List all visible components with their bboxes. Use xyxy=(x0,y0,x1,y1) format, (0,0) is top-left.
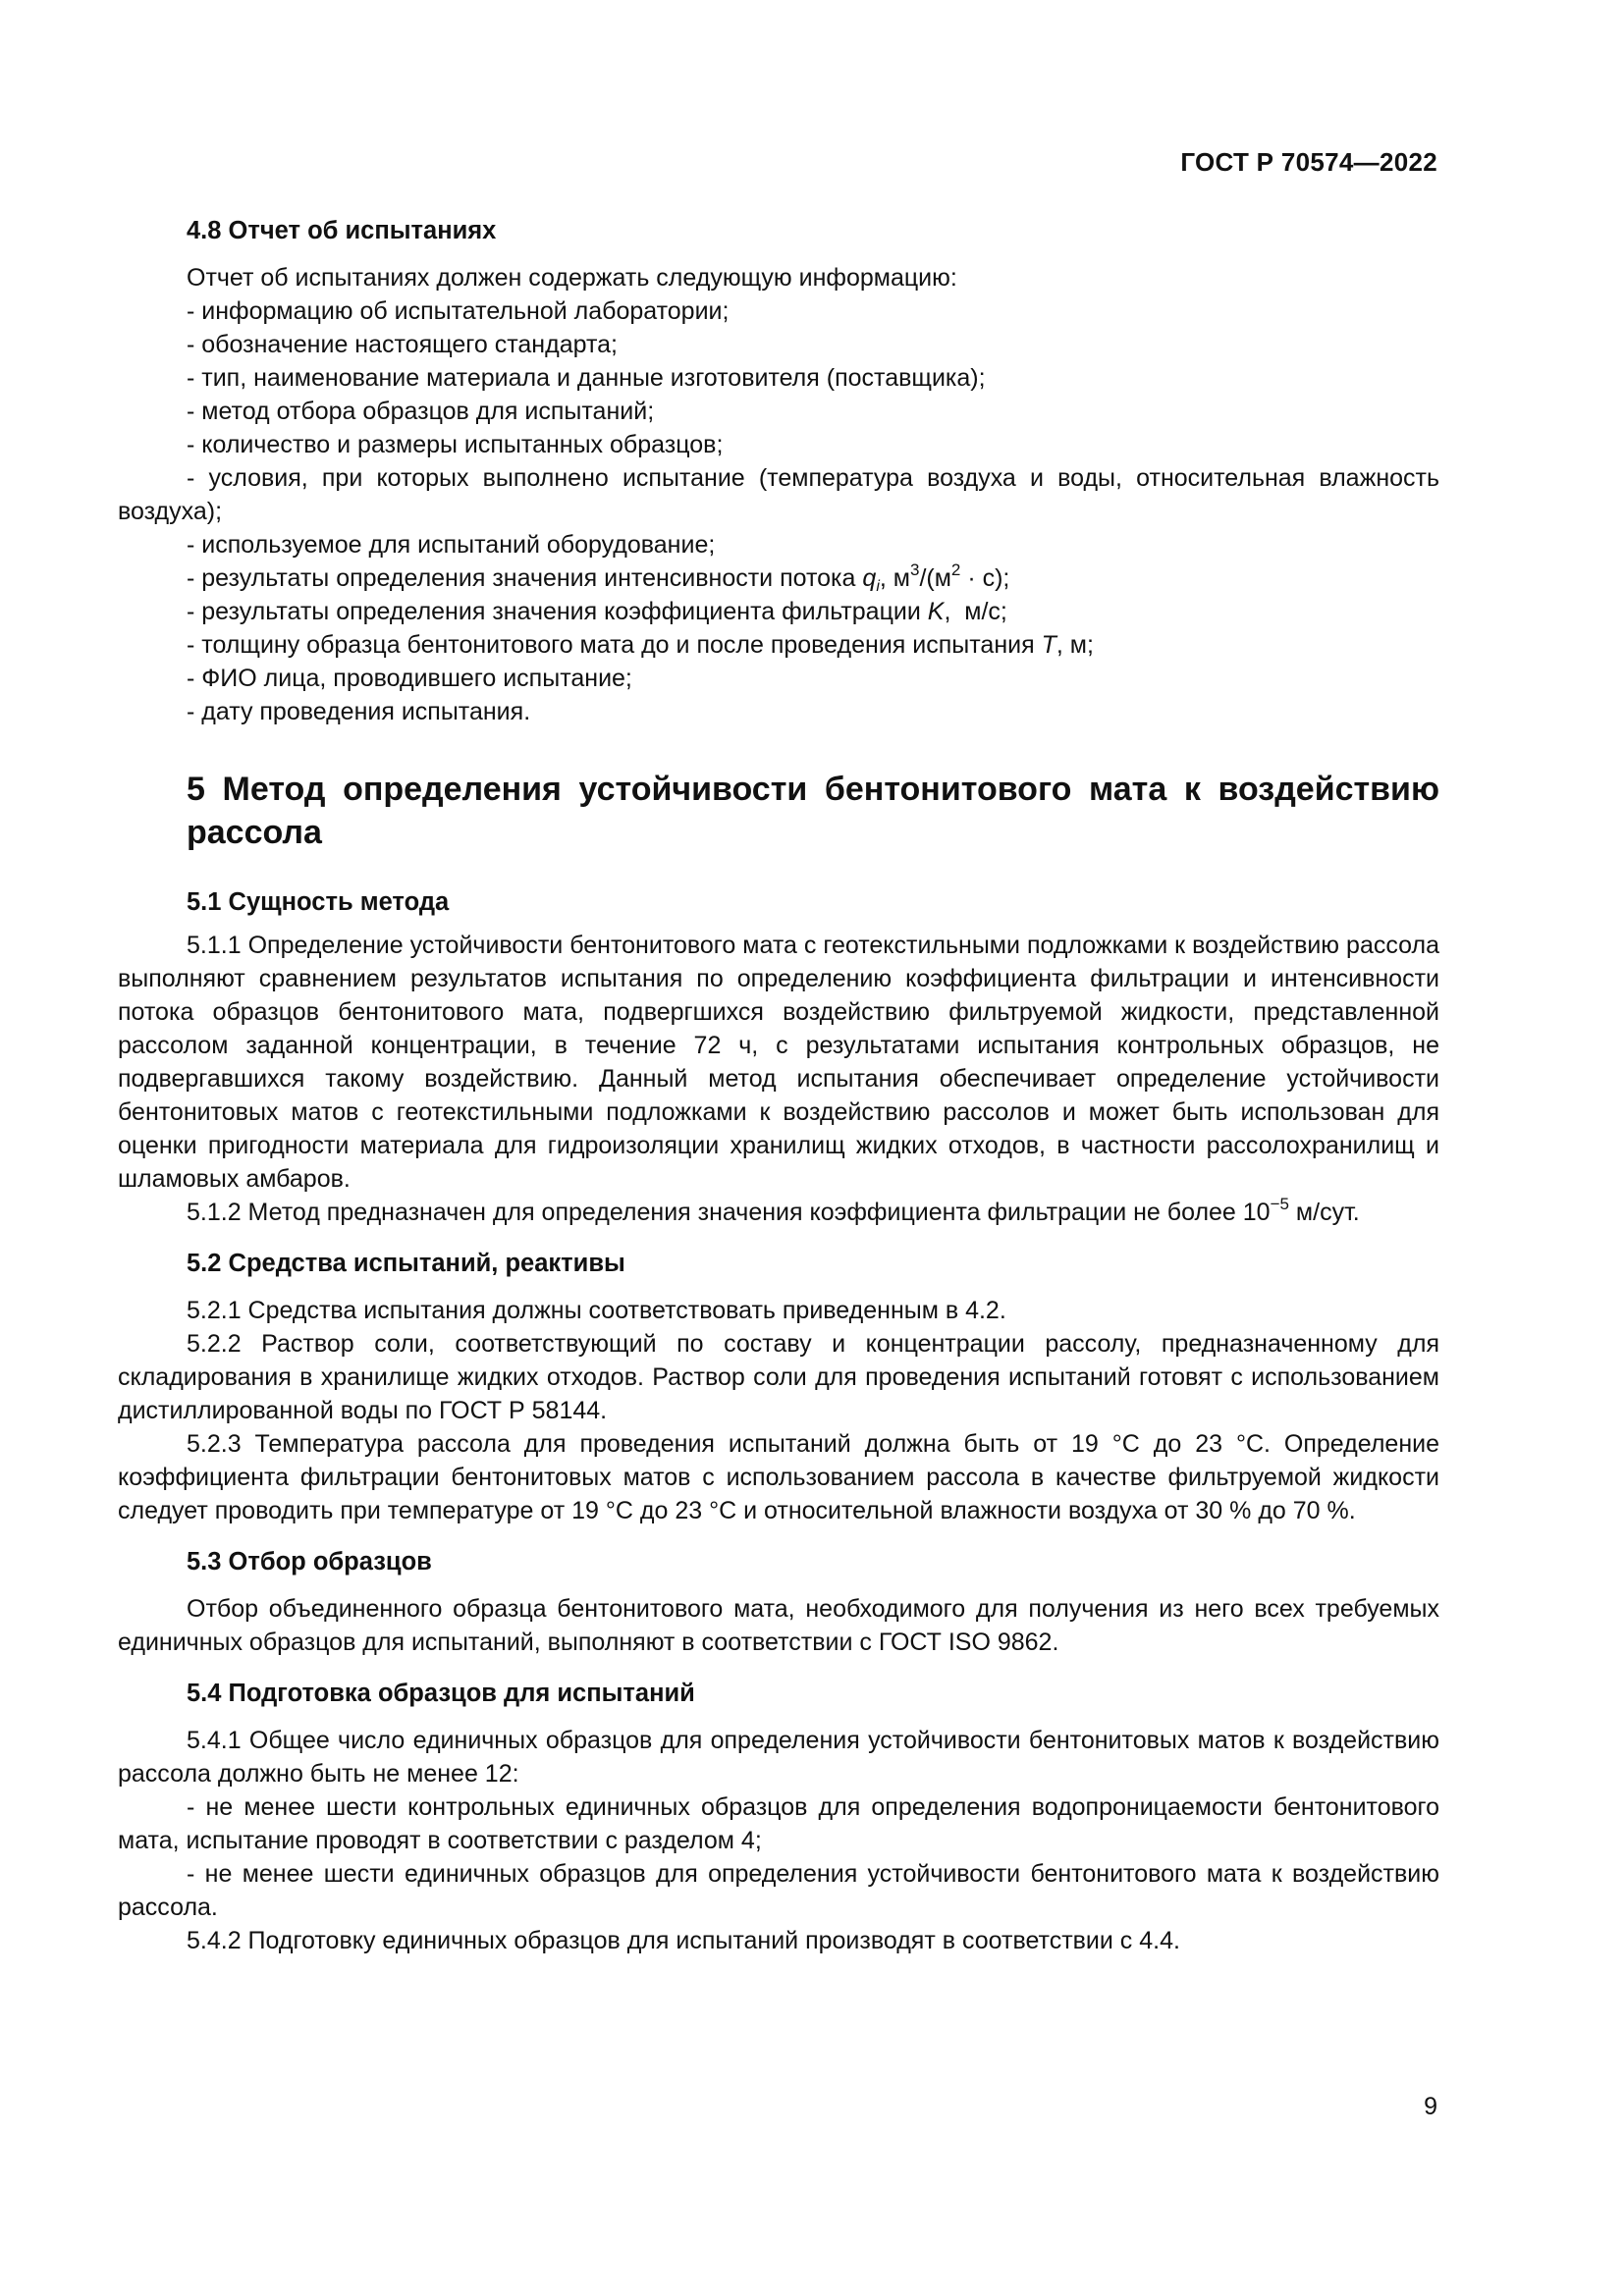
list-item: - информацию об испытательной лаборатории; xyxy=(187,297,730,325)
list-item-filtration: - результаты определения значения коэффициента фильтрации K, м/с; xyxy=(187,598,1007,625)
list-item: - тип, наименование материала и данные изготовителя (поставщика); xyxy=(187,364,986,392)
paragraph-5-4-1: 5.4.1 Общее число единичных образцов для определения устойчивости бентонитовых матов к воздействию рассола должно быть не менее 12: xyxy=(118,1727,1439,1788)
section-heading-5-1: 5.1 Сущность метода xyxy=(187,888,450,916)
section-heading-5-2: 5.2 Средства испытаний, реактивы xyxy=(187,1250,625,1277)
paragraph-5-1-2: 5.1.2 Метод предназначен для определения значения коэффициента фильтрации не более $10^{-5}$ м/сут. xyxy=(187,1195,1360,1226)
list-item: - условия, при которых выполнено испытание (температура воздуха и воды, относительная влажность воздуха); xyxy=(118,464,1439,525)
section-heading-5: 5 Метод определения устойчивости бентонитового мата к воздействию рассола xyxy=(187,771,1439,851)
paragraph-intro: Отчет об испытаниях должен содержать следующую информацию: xyxy=(187,264,957,292)
list-item: - используемое для испытаний оборудование; xyxy=(187,531,716,559)
paragraph-5-3: Отбор объединенного образца бентонитового мата, необходимого для получения из него всех требуемых единичных образцов для испытаний, выполняют в соответствии с ГОСТ ISO 9862. xyxy=(118,1595,1439,1656)
paragraph-5-1-1: 5.1.1 Определение устойчивости бентонитового мата с геотекстильными подложками к воздействию рассола выполняют сравнением результатов испытания по определению коэффициента фильтрации и интенсивности потока образцов бентонитового мата, подвергшихся воздействию фильтруемой жидкости, представленной рассолом заданной концентрации, в течение 72 ч, с результатами испытания контрольных образцов, не подвергавшихся такому воздействию. Данный метод испытания обеспечивает определение устойчивости бентонитовых матов с геотекстильными подложками к воздействию рассолов и может быть использован для оценки пригодности материала для гидроизоляции хранилищ жидких отходов, в частности рассолохранилищ и шламовых амбаров. xyxy=(118,932,1439,1193)
paragraph-5-2-3: 5.2.3 Температура рассола для проведения испытаний должна быть от 19 °С до 23 °С. Определение коэффициента фильтрации бентонитовых матов с использованием рассола в качестве фильтруемой жидкости следует проводить при температуре от 19 °С до 23 °С и относительной влажности воздуха от 30 % до 70 %. xyxy=(118,1430,1439,1524)
paragraph-5-4-2: 5.4.2 Подготовку единичных образцов для испытаний производят в соответствии с 4.4. xyxy=(187,1927,1180,1954)
list-item: - количество и размеры испытанных образцов; xyxy=(187,431,724,458)
list-item: - метод отбора образцов для испытаний; xyxy=(187,398,655,425)
page-number: 9 xyxy=(1424,2093,1437,2120)
list-item: - не менее шести единичных образцов для определения устойчивости бентонитового мата к воздействию рассола. xyxy=(118,1860,1439,1921)
list-item: - дату проведения испытания. xyxy=(187,698,531,725)
section-heading-5-4: 5.4 Подготовка образцов для испытаний xyxy=(187,1680,695,1707)
paragraph-5-2-2: 5.2.2 Раствор соли, соответствующий по составу и концентрации рассолу, предназначенному для складирования в хранилище жидких отходов. Раствор соли для проведения испытаний готовят с использованием дистиллированной воды по ГОСТ Р 58144. xyxy=(118,1330,1439,1424)
list-item-flow-rate: - результаты определения значения интенсивности потока $q_i$, $м^3/(м^2 \cdot с)$; xyxy=(187,561,1010,595)
section-heading-5-3: 5.3 Отбор образцов xyxy=(187,1548,432,1575)
list-item: - обозначение настоящего стандарта; xyxy=(187,331,618,358)
list-item: - не менее шести контрольных единичных образцов для определения водопроницаемости бентонитового мата, испытание проводят в соответствии с разделом 4; xyxy=(118,1793,1439,1854)
document-header: ГОСТ Р 70574—2022 xyxy=(1180,147,1437,177)
page-content xyxy=(118,214,1439,1957)
paragraph-5-2-1: 5.2.1 Средства испытания должны соответствовать приведенным в 4.2. xyxy=(187,1297,1006,1324)
list-item: - ФИО лица, проводившего испытание; xyxy=(187,665,632,692)
list-item-thickness: - толщину образца бентонитового мата до и после проведения испытания T, м; xyxy=(187,631,1094,659)
section-heading-4-8: 4.8 Отчет об испытаниях xyxy=(187,217,497,244)
